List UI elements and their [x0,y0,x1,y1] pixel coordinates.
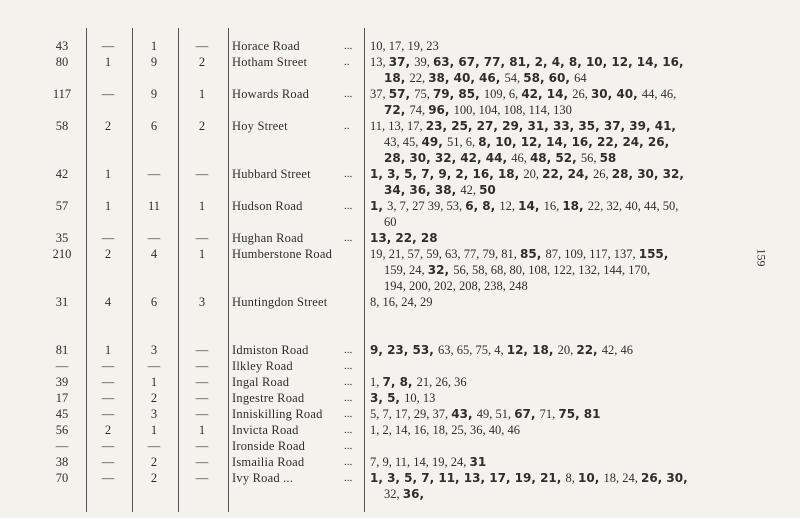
count-cell: 1 [150,375,158,389]
leader-dots: ... [344,88,353,100]
street-name: Ironside Road [232,439,306,453]
house-numbers-line [370,198,730,214]
leader-dots: .. [344,120,350,132]
street-name: Ilkley Road [232,359,293,373]
house-numbers [370,246,730,294]
count-cell: 1 [150,39,158,53]
house-number-bold: 30, 40, [590,87,642,101]
house-numbers [370,38,730,54]
house-number-bold: 6, 8, [465,199,500,213]
house-number-bold: 155, [638,247,669,261]
house-number-bold: 79, 85, [432,87,484,101]
count-cell: — [147,359,161,373]
house-number-bold: 22, 24, [542,167,594,181]
count-cell: 58 [55,119,69,133]
house-number: 32, [384,487,403,501]
house-number-bold: 58, 60, [523,71,575,85]
house-numbers-line [370,38,730,54]
leader-dots: ... [344,376,353,388]
house-numbers-line [370,182,730,198]
count-cell: 2 [104,119,112,133]
street-name: Ingestre Road [232,391,305,405]
house-number-bold: 1, [370,199,388,213]
house-number-bold: 36, [402,487,425,501]
house-number-bold: 58 [599,151,617,165]
house-number: 22, [409,71,429,85]
count-cell: 1 [104,199,112,213]
count-cell: 2 [104,423,112,437]
house-number: 12, [499,199,519,213]
count-cell: 1 [104,343,112,357]
street-name: Huntingdon Street [232,295,328,309]
leader-dots: .. [344,56,350,68]
count-cell: 4 [150,247,158,261]
count-cell: 6 [150,295,158,309]
house-number-bold: 10, [578,471,604,485]
house-number: 10, 13 [404,391,436,405]
count-cell: 1 [198,247,206,261]
house-number: 71, [539,407,559,421]
house-numbers-line [370,54,730,70]
count-cell: 1 [104,55,112,69]
house-number-bold: 75, 81 [558,407,601,421]
house-numbers-line [370,454,730,470]
house-numbers [370,118,730,166]
count-cell: 210 [52,247,72,261]
count-cell: 80 [55,55,69,69]
house-number-bold: 96, [428,103,454,117]
house-numbers [370,230,730,246]
leader-dots: ... [344,344,353,356]
count-cell: — [195,39,209,53]
street-name: Ivy Road ... [232,471,294,485]
house-numbers-line [370,406,730,422]
count-cell: 1 [150,423,158,437]
column-rule [228,28,229,512]
count-cell: — [195,343,209,357]
count-cell: — [101,39,115,53]
count-cell: — [195,231,209,245]
leader-dots: ... [344,456,353,468]
house-number: 7, 9, 11, 14, 19, 24, [370,455,470,469]
count-cell: — [101,231,115,245]
house-number: 75, [414,87,433,101]
house-numbers-line [370,70,730,86]
house-number: 8, 16, 24, 29 [370,295,433,309]
house-number-bold: 28, 30, 32, [611,167,684,181]
house-numbers [370,54,730,86]
house-number: 39, [414,55,433,69]
house-numbers-line [370,374,730,390]
house-number: 64 [574,71,587,85]
house-number-bold: 43, [451,407,477,421]
house-numbers-line [370,102,730,118]
street-name: Hudson Road [232,199,303,213]
count-cell: — [101,455,115,469]
count-cell: 2 [150,455,158,469]
house-number-bold: 3, 5, [370,391,405,405]
count-cell: 2 [198,119,206,133]
leader-dots: ... [344,200,353,212]
street-name: Ingal Road [232,375,290,389]
house-number-bold: 37, [388,55,415,69]
house-numbers-line [370,486,730,502]
house-number: 109, 6, [483,87,522,101]
leader-dots: ... [344,424,353,436]
street-name: Hughan Road [232,231,304,245]
house-numbers [370,198,730,230]
house-number: 60 [384,215,397,229]
street-name: Hoy Street [232,119,288,133]
house-number: 18, 24, [603,471,641,485]
house-number: 159, 24, [384,263,428,277]
house-number: 11, 13, 17, [370,119,426,133]
count-cell: 3 [198,295,206,309]
count-cell: 9 [150,55,158,69]
count-cell: — [101,359,115,373]
house-number-bold: 13, 22, 28 [370,231,438,245]
house-number-bold: 38, 40, 46, [428,71,505,85]
house-number-bold: 22, [576,343,602,357]
count-cell: 2 [198,55,206,69]
count-cell: 42 [55,167,69,181]
count-cell: 9 [150,87,158,101]
house-number: 49, 51, [476,407,515,421]
house-numbers-line [370,278,730,294]
page-number: 159 [754,248,769,267]
house-number: 22, 32, 40, 44, 50, [587,199,679,213]
count-cell: 2 [150,471,158,485]
house-number: 46, [511,151,530,165]
house-number-bold: 42, 14, [521,87,573,101]
column-rule [364,28,365,512]
street-name: Horace Road [232,39,300,53]
count-cell: 4 [104,295,112,309]
house-number: 26, [572,87,591,101]
count-cell: 11 [147,199,161,213]
house-numbers-line [370,246,730,262]
house-numbers [370,422,730,438]
count-cell: 1 [198,423,206,437]
house-number-bold: 63, 67, 77, 81, 2, 4, 8, 10, 12, 14, 16, [432,55,684,69]
count-cell: — [195,359,209,373]
count-cell: 3 [150,407,158,421]
street-name: Idmiston Road [232,343,309,357]
leader-dots: ... [344,360,353,372]
leader-dots: ... [344,40,353,52]
count-cell: 17 [55,391,69,405]
leader-dots: ... [344,472,353,484]
count-cell: 2 [150,391,158,405]
leader-dots: ... [344,232,353,244]
house-number-bold: 57, [388,87,415,101]
count-cell: 3 [150,343,158,357]
house-number: 21, 26, 36 [416,375,467,389]
count-cell: 6 [150,119,158,133]
count-cell: 1 [104,167,112,181]
count-cell: — [147,231,161,245]
house-number: 56, [580,151,600,165]
house-number-bold: 28, 30, 32, 42, 44, [384,151,512,165]
house-numbers-line [370,150,730,166]
house-numbers-line [370,422,730,438]
house-number-bold: 50 [479,183,496,197]
leader-dots: ... [344,408,353,420]
house-numbers-line [370,262,730,278]
count-cell: — [101,407,115,421]
house-number: 42, 46 [601,343,634,357]
house-number: 37, [370,87,389,101]
house-numbers [370,454,730,470]
house-number: 87, 109, 117, 137, [545,247,639,261]
house-number-bold: 34, 36, 38, [384,183,461,197]
count-cell: — [101,87,115,101]
leader-dots: ... [344,168,353,180]
house-numbers [370,342,730,358]
house-number: 20, [557,343,577,357]
count-cell: 35 [55,231,69,245]
house-number: 54, [504,71,524,85]
count-cell: 57 [55,199,69,213]
house-number: 100, 104, 108, 114, 130 [453,103,572,117]
street-name: Howards Road [232,87,310,101]
count-cell: 1 [198,87,206,101]
house-number: 56, 58, 68, 80, 108, 122, 132, 144, 170, [453,263,651,277]
house-number-bold: 49, [421,135,447,149]
house-number-bold: 8, 10, 12, 14, 16, 22, 24, 26, [478,135,670,149]
count-cell: 1 [198,199,206,213]
house-numbers [370,470,730,502]
count-cell: 45 [55,407,69,421]
house-numbers-line [370,230,730,246]
house-number: 20, [523,167,543,181]
leader-dots: ... [344,392,353,404]
house-number-bold: 18, [384,71,410,85]
house-number: 5, 7, 17, 29, 37, [370,407,452,421]
count-cell: 81 [55,343,69,357]
count-cell: — [101,439,115,453]
count-cell: — [195,391,209,405]
house-number: 13, [370,55,389,69]
house-numbers [370,294,730,310]
count-cell: — [55,439,69,453]
house-numbers-line [370,294,730,310]
count-cell: — [147,439,161,453]
house-number-bold: 12, 18, [506,343,558,357]
house-number-bold: 23, 25, 27, 29, 31, 33, 35, 37, 39, 41, [425,119,676,133]
leader-dots: ... [344,440,353,452]
house-number-bold: 26, 30, [640,471,688,485]
house-number: 10, 17, 19, 23 [370,39,439,53]
house-numbers-line [370,214,730,230]
count-cell: — [195,167,209,181]
house-number: 26, [593,167,612,181]
house-numbers [370,374,730,390]
count-cell: 38 [55,455,69,469]
house-numbers [370,86,730,118]
house-number: 51, 6, [446,135,479,149]
street-name: Humberstone Road [232,247,333,261]
count-cell: 43 [55,39,69,53]
house-numbers-line [370,342,730,358]
house-numbers [370,406,730,422]
house-number-bold: 1, 3, 5, 7, 9, 2, 16, 18, [370,167,524,181]
count-cell: — [195,471,209,485]
house-number-bold: 18, [562,199,588,213]
house-numbers-line [370,470,730,486]
house-numbers-line [370,166,730,182]
house-number-bold: 32, [427,263,454,277]
house-number: 8, [565,471,579,485]
count-cell: 39 [55,375,69,389]
count-cell: — [195,439,209,453]
house-number-bold: 31 [469,455,487,469]
street-name: Hubbard Street [232,167,311,181]
house-number-bold: 7, 8, [382,375,417,389]
house-number-bold: 9, 23, 53, [370,343,438,357]
count-cell: — [147,167,161,181]
house-number: 3, 7, 27 39, 53, [387,199,466,213]
count-cell: — [101,471,115,485]
house-number-bold: 72, [384,103,410,117]
house-number: 1, 2, 14, 16, 18, 25, 36, 40, 46 [370,423,520,437]
house-number-bold: 48, 52, [529,151,581,165]
count-cell: — [55,359,69,373]
house-number: 1, [370,375,383,389]
house-numbers-line [370,86,730,102]
house-number-bold: 14, [518,199,544,213]
house-number-bold: 85, [520,247,546,261]
count-cell: 56 [55,423,69,437]
house-numbers-line [370,134,730,150]
count-cell: — [101,391,115,405]
house-number: 16, [543,199,563,213]
count-cell: — [101,375,115,389]
house-numbers-line [370,390,730,406]
house-number: 74, [409,103,429,117]
street-name: Ismailia Road [232,455,305,469]
house-numbers [370,166,730,198]
count-cell: 70 [55,471,69,485]
count-cell: 2 [104,247,112,261]
count-cell: — [195,455,209,469]
house-numbers-line [370,118,730,134]
count-cell: — [195,407,209,421]
house-number-bold: 1, 3, 5, 7, 11, 13, 17, 19, 21, [370,471,566,485]
house-number: 44, 46, [641,87,677,101]
count-cell: — [195,375,209,389]
street-name: Hotham Street [232,55,308,69]
count-cell: 31 [55,295,69,309]
house-number: 63, 65, 75, 4, [437,343,507,357]
count-cell: 117 [52,87,72,101]
house-number: 19, 21, 57, 59, 63, 77, 79, 81, [370,247,520,261]
house-number: 42, [460,183,480,197]
house-number-bold: 67, [514,407,540,421]
street-name: Invicta Road [232,423,299,437]
house-number: 194, 200, 202, 208, 238, 248 [384,279,528,293]
house-number: 43, 45, [384,135,422,149]
house-numbers [370,390,730,406]
street-name: Inniskilling Road [232,407,323,421]
